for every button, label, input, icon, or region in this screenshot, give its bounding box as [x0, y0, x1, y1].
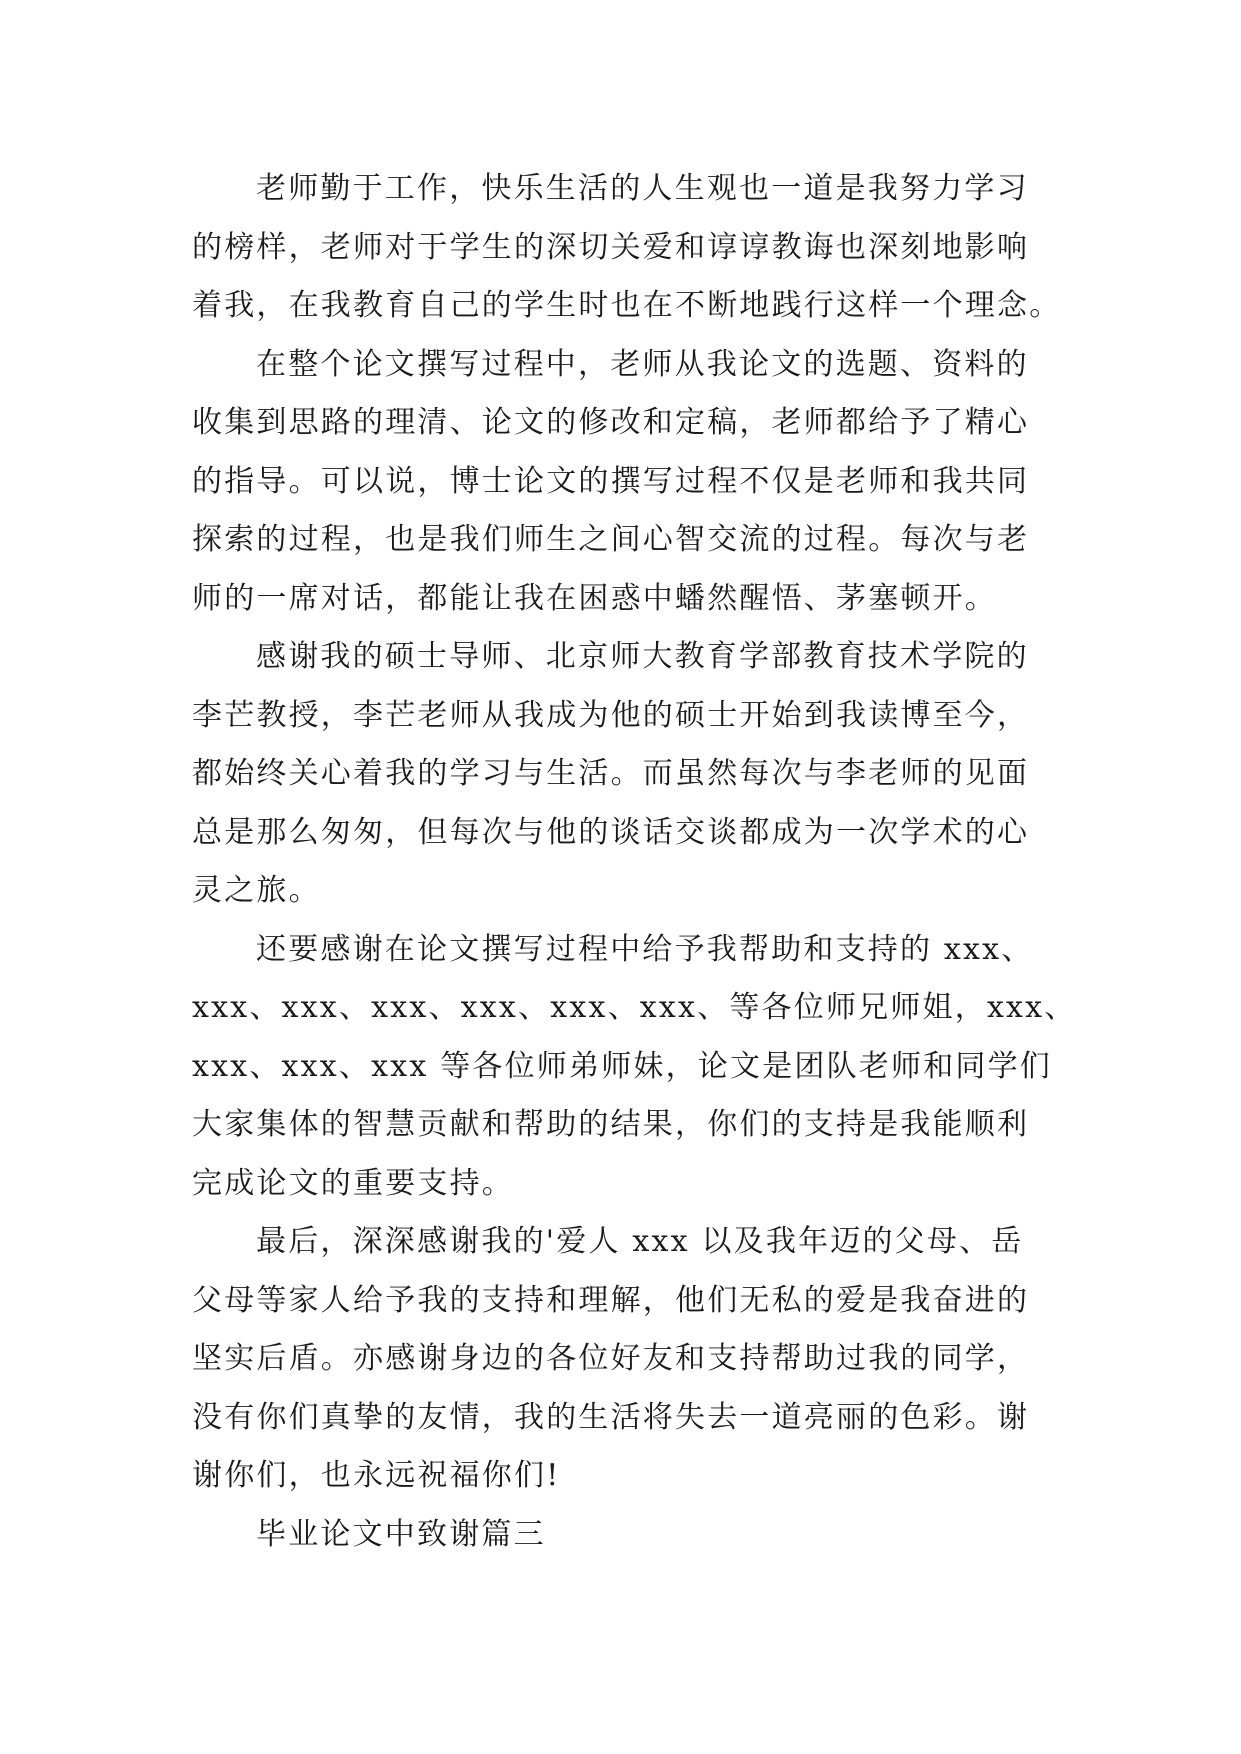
paragraph-line: 最后，深深感谢我的'爱人 xxx 以及我年迈的父母、岳 [256, 1224, 1024, 1259]
document-body [192, 160, 1077, 1564]
paragraph-line: 的指导。可以说，博士论文的撰写过程不仅是老师和我共同 [192, 463, 1030, 499]
paragraph-line: 李芒教授，李芒老师从我成为他的硕士开始到我读博至今， [192, 697, 1030, 733]
paragraph-line: 的榜样，老师对于学生的深切关爱和谆谆教诲也深刻地影响 [192, 229, 1030, 265]
paragraph-line: 总是那么匆匆，但每次与他的谈话交谈都成为一次学术的心 [192, 814, 1030, 850]
section-heading: 毕业论文中致谢篇三 [256, 1516, 546, 1552]
paragraph-line: 感谢我的硕士导师、北京师大教育学部教育技术学院的 [256, 639, 1029, 674]
paragraph-line: 父母等家人给予我的支持和理解，他们无私的爱是我奋进的 [192, 1282, 1030, 1318]
paragraph-line: 没有你们真挚的友情，我的生活将失去一道亮丽的色彩。谢 [192, 1399, 1030, 1435]
paragraph-line: 谢你们，也永远祝福你们! [192, 1458, 561, 1493]
paragraph-line: 完成论文的重要支持。 [192, 1165, 514, 1201]
paragraph-line: 收集到思路的理清、论文的修改和定稿，老师都给予了精心 [192, 405, 1030, 440]
paragraph-line: 都始终关心着我的学习与生活。而虽然每次与李老师的见面 [192, 756, 1030, 791]
paragraph-line: 坚实后盾。亦感谢身边的各位好友和支持帮助过我的同学， [192, 1341, 1030, 1376]
paragraph-line: 在整个论文撰写过程中，老师从我论文的选题、资料的 [256, 346, 1029, 382]
paragraph-line: 师的一席对话，都能让我在困惑中蟠然醒悟、茅塞顿开。 [192, 580, 997, 616]
paragraph-line: 还要感谢在论文撰写过程中给予我帮助和支持的 xxx、 [256, 931, 1034, 967]
paragraph-line: 探索的过程，也是我们师生之间心智交流的过程。每次与老 [192, 522, 1030, 557]
paragraph-line: 着我，在我教育自己的学生时也在不断地践行这样一个理念。 [192, 288, 1062, 323]
paragraph-line: 大家集体的智慧贡献和帮助的结果，你们的支持是我能顺利 [192, 1107, 1030, 1142]
paragraph-line: xxx、xxx、xxx、xxx、xxx、xxx、等各位师兄师姐，xxx、 [192, 990, 1077, 1025]
paragraph-line: xxx、xxx、xxx 等各位师弟师妹，论文是团队老师和同学们 [192, 1048, 1053, 1084]
paragraph-line: 灵之旅。 [192, 873, 321, 908]
paragraph-line: 老师勤于工作，快乐生活的人生观也一道是我努力学习 [256, 171, 1029, 206]
